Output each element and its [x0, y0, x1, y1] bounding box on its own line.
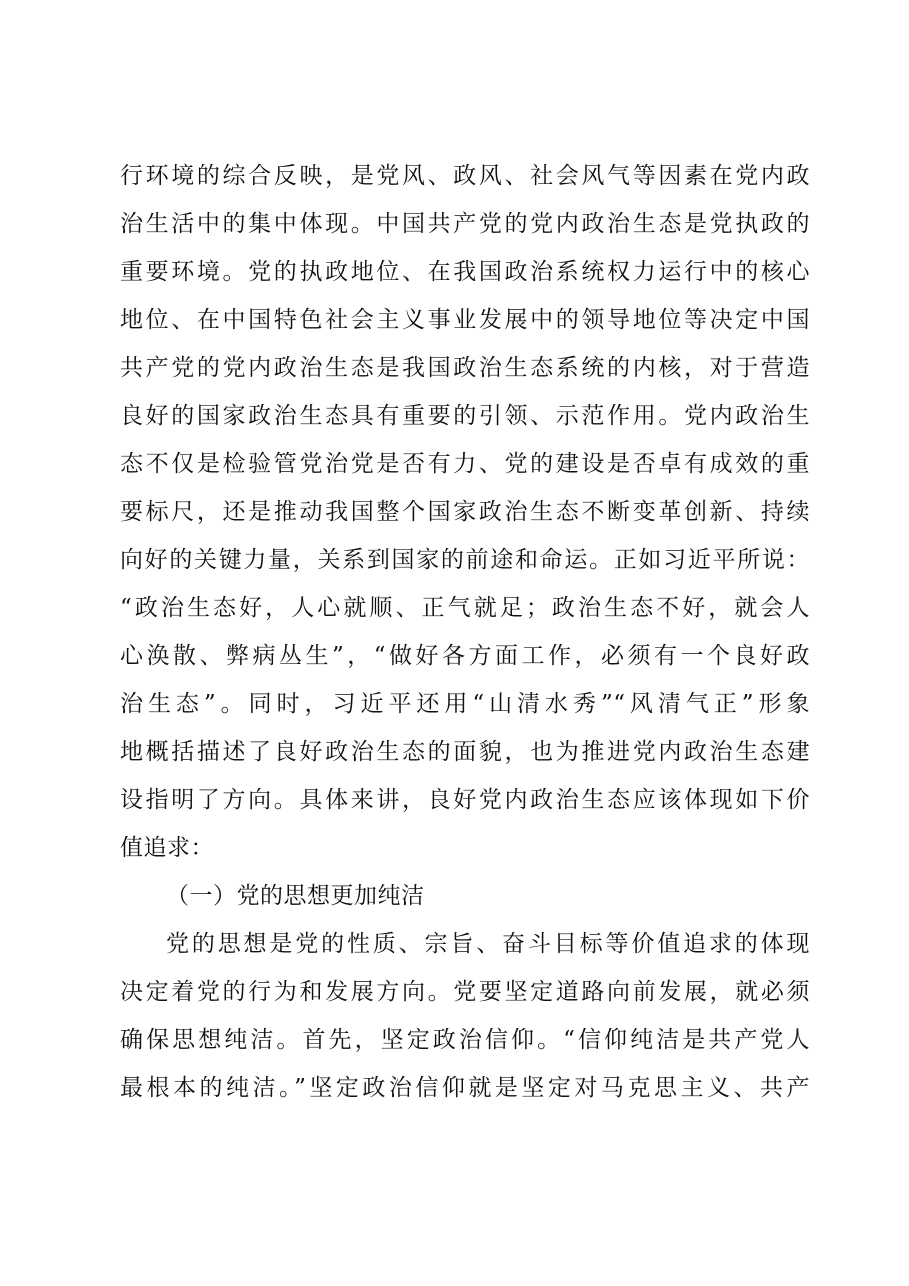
text-line: 心涣散、弊病丛生”，“做好各方面工作，必须有一个良好政 — [120, 643, 810, 669]
text-line: “政治生态好，人心就顺、正气就足；政治生态不好，就会人 — [120, 595, 810, 621]
text-line: 最根本的纯洁。”坚定政治信仰就是坚定对马克思主义、共产 — [120, 1075, 810, 1101]
section-heading: （一）党的思想更加纯洁 — [166, 883, 425, 909]
text-line: 地位、在中国特色社会主义事业发展中的领导地位等决定中国 — [120, 307, 810, 333]
text-line: 治生活中的集中体现。中国共产党的党内政治生态是党执政的 — [120, 211, 810, 237]
text-line: 要标尺，还是推动我国整个国家政治生态不断变革创新、持续 — [120, 499, 810, 525]
text-line: 党的思想是党的性质、宗旨、奋斗目标等价值追求的体现 — [166, 931, 810, 957]
text-line: 治生态”。同时，习近平还用“山清水秀”“风清气正”形象 — [120, 691, 810, 717]
text-line: 共产党的党内政治生态是我国政治生态系统的内核，对于营造 — [120, 355, 810, 381]
paragraph-2 — [120, 920, 810, 1112]
text-line: 地概括描述了良好政治生态的面貌，也为推进党内政治生态建 — [120, 739, 810, 765]
text-line: 设指明了方向。具体来讲，良好党内政治生态应该体现如下价 — [120, 787, 810, 813]
text-line: 态不仅是检验管党治党是否有力、党的建设是否卓有成效的重 — [120, 451, 810, 477]
paragraph-1 — [120, 152, 810, 872]
text-line: 重要环境。党的执政地位、在我国政治系统权力运行中的核心 — [120, 259, 810, 285]
text-line: 良好的国家政治生态具有重要的引领、示范作用。党内政治生 — [120, 403, 810, 429]
text-line: 决定着党的行为和发展方向。党要坚定道路向前发展，就必须 — [120, 979, 810, 1005]
text-line: 行环境的综合反映，是党风、政风、社会风气等因素在党内政 — [120, 163, 810, 189]
text-line: 确保思想纯洁。首先，坚定政治信仰。“信仰纯洁是共产党人 — [120, 1027, 810, 1053]
document-body — [120, 152, 810, 1112]
text-line: 值追求： — [120, 835, 214, 861]
text-line: 向好的关键力量，关系到国家的前途和命运。正如习近平所说： — [120, 547, 810, 573]
